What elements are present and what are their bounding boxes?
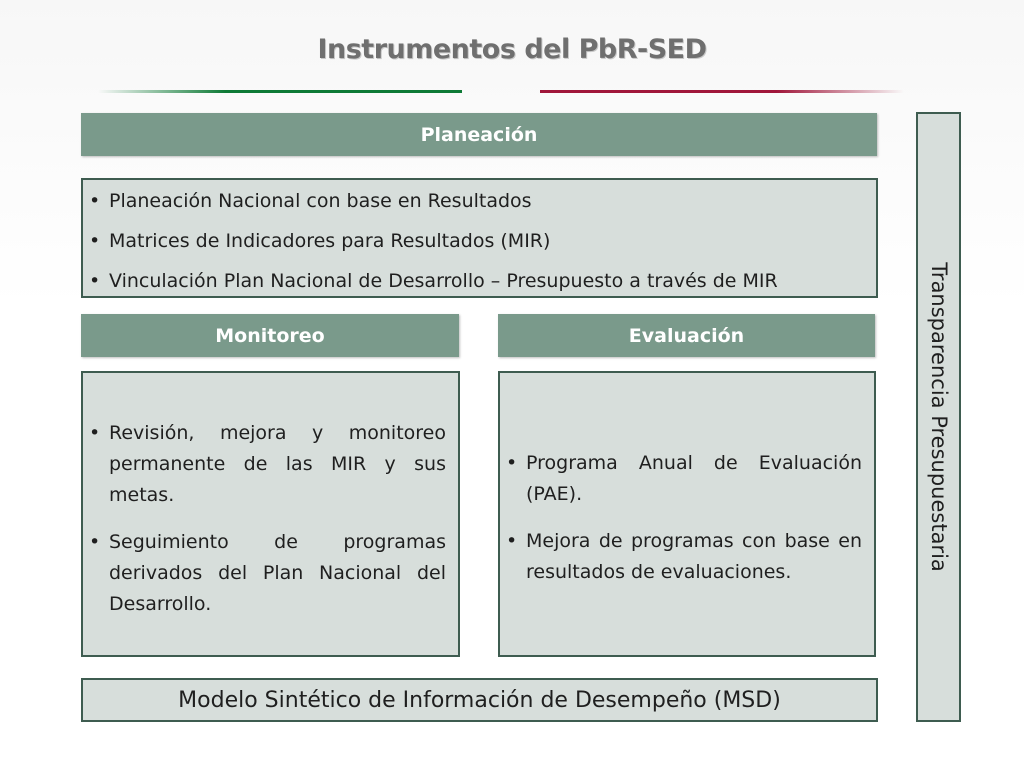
list-item-text: Revisión, mejora y monitoreo permanente de las MIR y sus metas. <box>109 422 446 506</box>
slide-title: Instrumentos del PbR-SED <box>317 34 707 65</box>
msd-box <box>81 678 878 722</box>
list-item-text: Mejora de programas con base en resultados de evaluaciones. <box>526 530 862 583</box>
transparencia-label: Transparencia Presupuestaria <box>926 262 951 572</box>
evaluacion-box <box>498 371 876 657</box>
list-item-text: Planeación Nacional con base en Resultados <box>109 190 532 212</box>
evaluacion-header <box>498 314 875 357</box>
list-item-text: Seguimiento de programas derivados del Plan Nacional del Desarrollo. <box>109 531 446 615</box>
evaluacion-list <box>500 448 862 588</box>
list-item <box>83 228 866 254</box>
bullet-icon: • <box>89 230 101 252</box>
green-accent-line <box>98 90 462 93</box>
bullet-icon: • <box>89 422 101 444</box>
list-item-text: Matrices de Indicadores para Resultados (MIR) <box>109 230 551 252</box>
msd-label: Modelo Sintético de Información de Desempeño (MSD) <box>178 687 781 713</box>
bullet-icon: • <box>506 530 518 552</box>
planeacion-header-label: Planeación <box>420 123 538 146</box>
evaluacion-header-label: Evaluación <box>628 324 745 347</box>
list-item <box>83 268 866 294</box>
bullet-icon: • <box>89 270 101 292</box>
monitoreo-list <box>83 418 446 620</box>
bullet-icon: • <box>506 452 518 474</box>
red-accent-line <box>540 90 904 93</box>
planeacion-header <box>81 113 877 156</box>
bullet-icon: • <box>89 190 101 212</box>
transparencia-box <box>916 112 961 722</box>
list-item-text: Vinculación Plan Nacional de Desarrollo – Presupuesto a través de MIR <box>109 270 778 292</box>
monitoreo-header <box>81 314 459 357</box>
planeacion-list <box>83 188 866 294</box>
list-item <box>83 418 446 511</box>
list-item <box>500 526 862 588</box>
monitoreo-box <box>81 371 460 657</box>
bullet-icon: • <box>89 531 101 553</box>
list-item <box>500 448 862 510</box>
list-item <box>83 188 866 214</box>
monitoreo-header-label: Monitoreo <box>215 324 325 347</box>
planeacion-box <box>81 178 878 298</box>
list-item <box>83 527 446 620</box>
list-item-text: Programa Anual de Evaluación (PAE). <box>526 452 862 505</box>
